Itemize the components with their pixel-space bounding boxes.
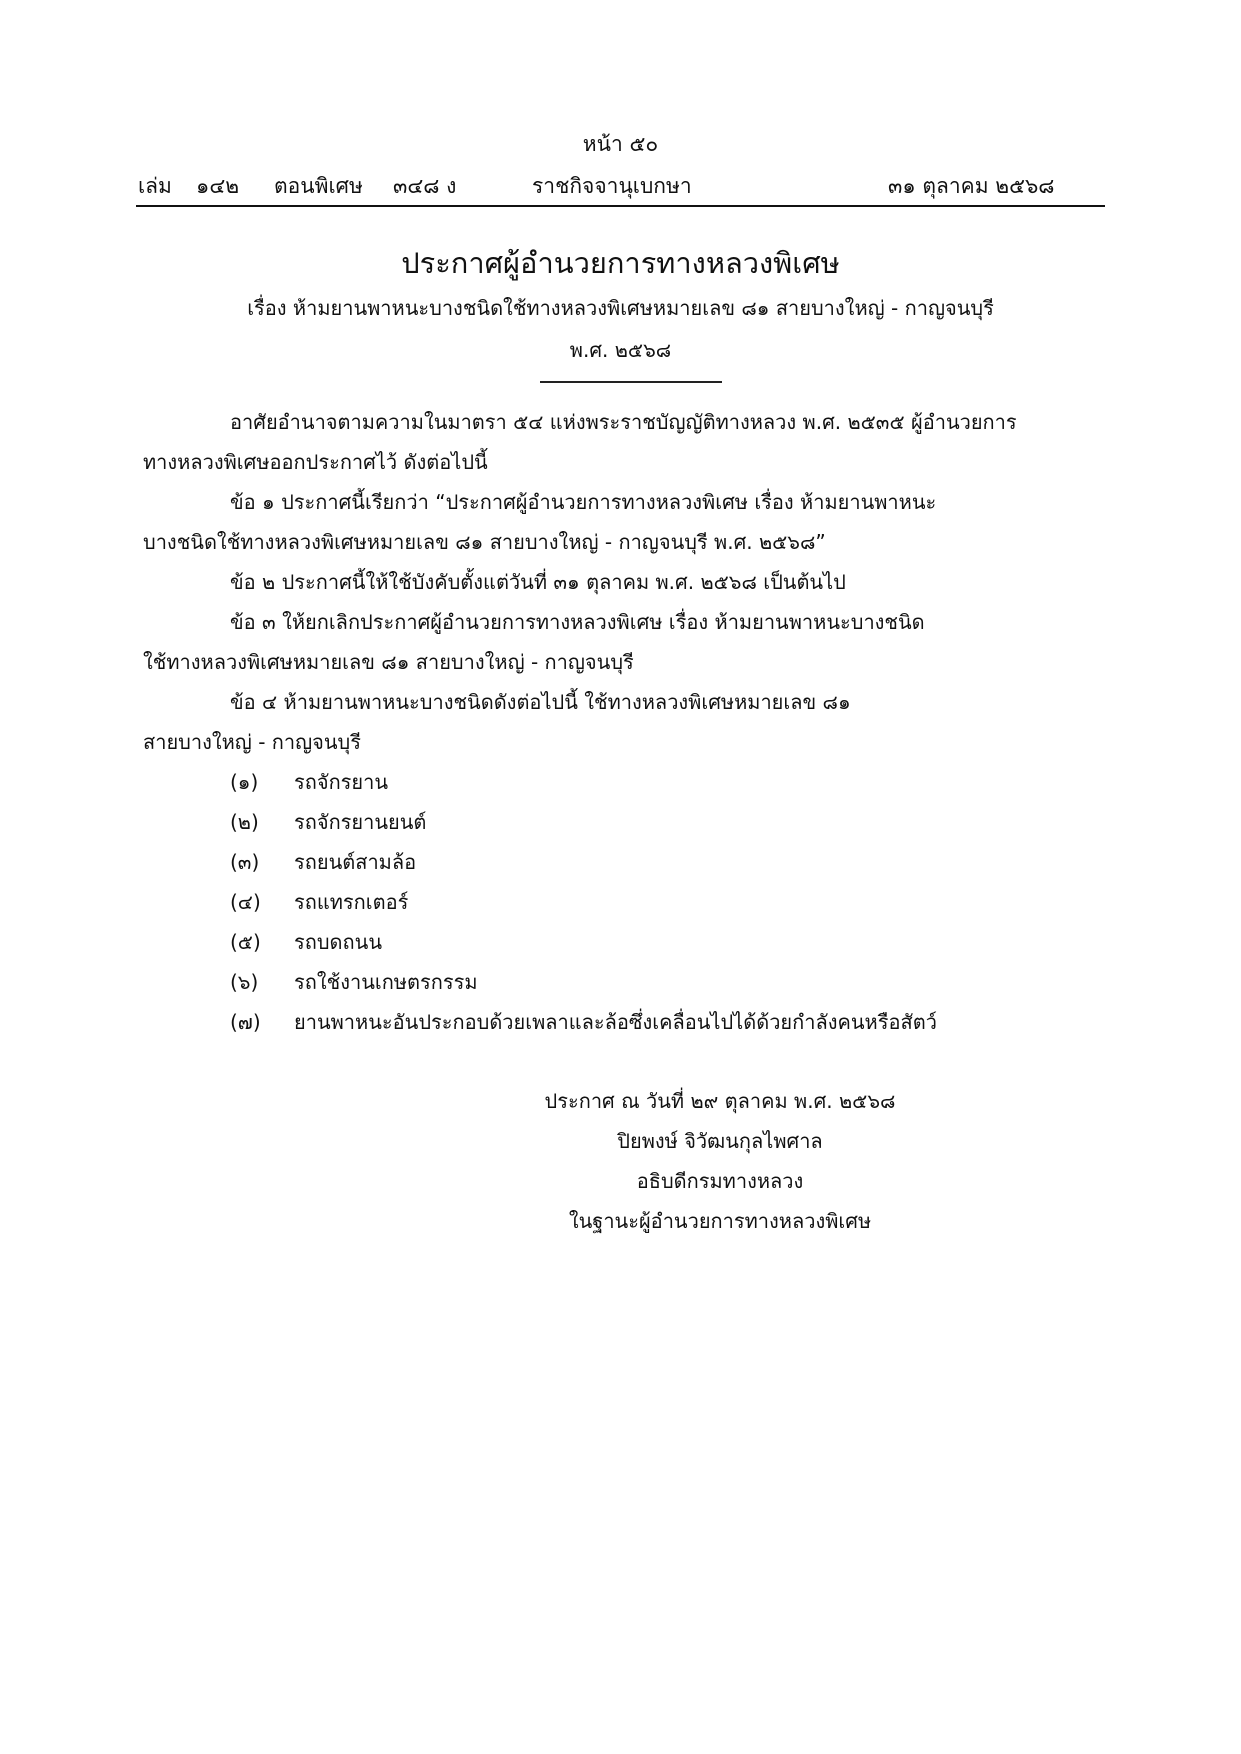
list-item-number: (๖): [230, 970, 259, 994]
header-section-number: ๓๔๘ ง: [393, 174, 457, 198]
list-item-number: (๑): [230, 770, 259, 794]
list-item-number: (๓): [230, 850, 260, 874]
list-item: [230, 966, 478, 998]
preamble-line-2: ทางหลวงพิเศษออกประกาศไว้ ดังต่อไปนี้: [143, 450, 488, 474]
preamble-line-1: อาศัยอำนาจตามความในมาตรา ๕๔ แห่งพระราชบัญญัติทางหลวง พ.ศ. ๒๕๓๕ ผู้อำนวยการ: [230, 410, 1017, 434]
list-item-label: รถแทรกเตอร์: [294, 890, 409, 914]
clause-1-line-1: ข้อ ๑ ประกาศนี้เรียกว่า “ประกาศผู้อำนวยการทางหลวงพิเศษ เรื่อง ห้ามยานพาหนะ: [230, 490, 937, 514]
document-title: ประกาศผู้อำนวยการทางหลวงพิเศษ: [401, 246, 840, 280]
header-volume: เล่ม: [138, 174, 172, 198]
list-item-number: (๕): [230, 930, 261, 954]
list-item-number: (๗): [230, 1010, 261, 1034]
header-date: ๓๑ ตุลาคม ๒๕๖๘: [888, 174, 1055, 198]
header-section: ตอนพิเศษ: [274, 174, 363, 198]
signatory-position: อธิบดีกรมทางหลวง: [636, 1169, 804, 1193]
list-item-label: ยานพาหนะอันประกอบด้วยเพลาและล้อซึ่งเคลื่อนไปได้ด้วยกำลังคนหรือสัตว์: [294, 1010, 937, 1034]
clause-1-line-2: บางชนิดใช้ทางหลวงพิเศษหมายเลข ๘๑ สายบางใหญ่ - กาญจนบุรี พ.ศ. ๒๕๖๘”: [143, 530, 826, 554]
announcement-date: ประกาศ ณ วันที่ ๒๙ ตุลาคม พ.ศ. ๒๕๖๘: [544, 1089, 896, 1113]
page-number: หน้า ๕๐: [582, 132, 659, 156]
clause-4-line-2: สายบางใหญ่ - กาญจนบุรี: [143, 730, 361, 754]
list-item-label: รถจักรยานยนต์: [294, 810, 427, 834]
list-item-label: รถบดถนน: [294, 930, 382, 954]
document-subject: เรื่อง ห้ามยานพาหนะบางชนิดใช้ทางหลวงพิเศษหมายเลข ๘๑ สายบางใหญ่ - กาญจนบุรี: [247, 296, 994, 320]
list-item-label: รถยนต์สามล้อ: [294, 850, 417, 874]
list-item: [230, 926, 382, 958]
list-item: [230, 806, 426, 838]
list-item: [230, 1006, 937, 1038]
list-item: [230, 886, 408, 918]
clause-3-line-1: ข้อ ๓ ให้ยกเลิกประกาศผู้อำนวยการทางหลวงพิเศษ เรื่อง ห้ามยานพาหนะบางชนิด: [230, 610, 925, 634]
list-item: [230, 766, 388, 798]
header-rule: [136, 205, 1105, 207]
list-item-number: (๒): [230, 810, 259, 834]
signatory-name: ปิยพงษ์ จิวัฒนกุลไพศาล: [617, 1129, 823, 1153]
document-year: พ.ศ. ๒๕๖๘: [569, 338, 672, 362]
list-item: [230, 846, 416, 878]
list-item-number: (๔): [230, 890, 261, 914]
header-gazette-name: ราชกิจจานุเบกษา: [532, 174, 692, 198]
header-volume-number: ๑๔๒: [196, 174, 240, 198]
clause-3-line-2: ใช้ทางหลวงพิเศษหมายเลข ๘๑ สายบางใหญ่ - กาญจนบุรี: [143, 650, 634, 674]
clause-4-line-1: ข้อ ๔ ห้ามยานพาหนะบางชนิดดังต่อไปนี้ ใช้ทางหลวงพิเศษหมายเลข ๘๑: [230, 690, 851, 714]
signature-block: [470, 1085, 970, 1245]
list-item-label: รถจักรยาน: [294, 770, 389, 794]
list-item-label: รถใช้งานเกษตรกรรม: [294, 970, 478, 994]
title-divider: [540, 381, 722, 383]
clause-2: ข้อ ๒ ประกาศนี้ให้ใช้บังคับตั้งแต่วันที่ ๓๑ ตุลาคม พ.ศ. ๒๕๖๘ เป็นต้นไป: [230, 570, 846, 594]
signatory-capacity: ในฐานะผู้อำนวยการทางหลวงพิเศษ: [568, 1209, 872, 1233]
